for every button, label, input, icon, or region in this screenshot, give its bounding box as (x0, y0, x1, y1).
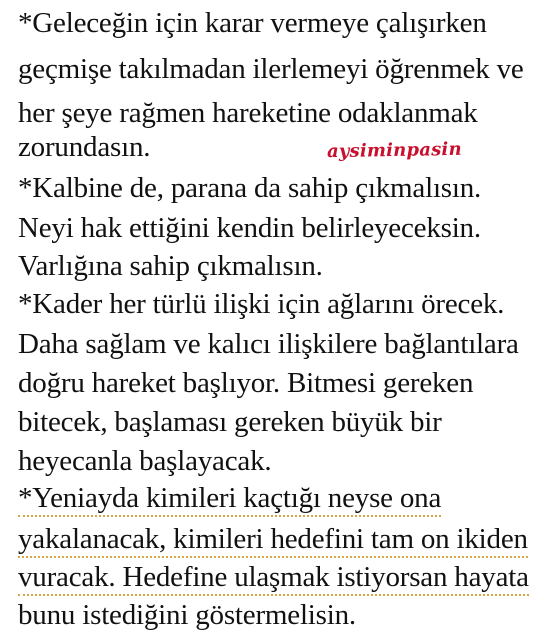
text-line-5: *Kalbine de, parana da sahip çıkmalısın. (18, 172, 482, 204)
watermark-signature: aysiminpasin (326, 138, 462, 163)
text-line-6: Neyi hak ettiğini kendin belirleyeceksin. (18, 212, 481, 244)
text-line-8: *Kader her türlü ilişki için ağlarını örecek. (18, 288, 505, 320)
text-line-11: bitecek, başlaması gereken büyük bir (18, 406, 442, 438)
text-line-1: *Geleceğin için karar vermeye çalışırken (18, 7, 487, 39)
text-line-14: yakalanacak, kimileri hedefini tam on ikiden (18, 522, 528, 558)
text-line-2: geçmişe takılmadan ilerlemeyi öğrenmek ve (18, 53, 524, 85)
text-line-15: vuracak. Hedefine ulaşmak istiyorsan hayata (18, 560, 529, 596)
text-line-3: her şeye rağmen hareketine odaklanmak (18, 97, 478, 129)
text-line-16: bunu istediğini göstermelisin. (18, 599, 356, 631)
text-line-9: Daha sağlam ve kalıcı ilişkilere bağlantılara (18, 328, 519, 360)
text-line-4: zorundasın. (18, 131, 151, 163)
text-line-10: doğru hareket başlıyor. Bitmesi gereken (18, 367, 474, 399)
text-line-13: *Yeniayda kimileri kaçtığı neyse ona (18, 481, 441, 517)
text-line-12: heyecanla başlayacak. (18, 445, 272, 477)
text-line-7: Varlığına sahip çıkmalısın. (18, 250, 323, 282)
